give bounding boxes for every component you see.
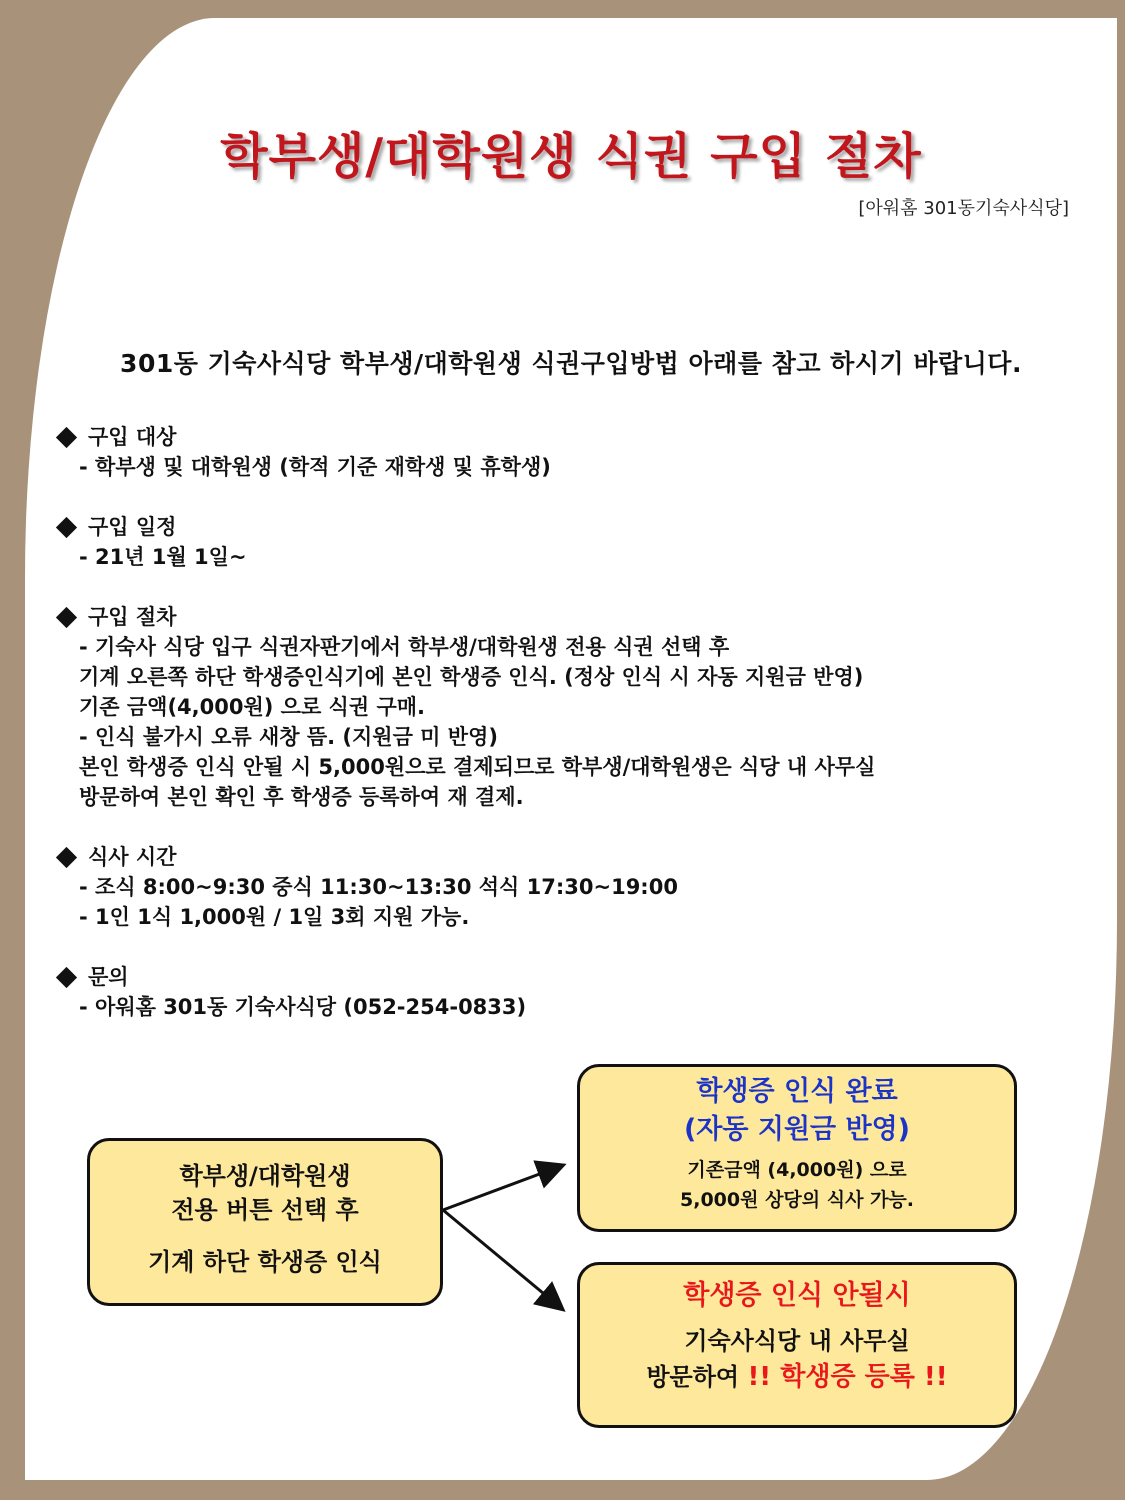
section-target <box>55 422 551 482</box>
flow-start-line1: 학부생/대학원생 <box>179 1162 351 1190</box>
flow-failure-box <box>577 1262 1017 1428</box>
section-heading: 구입 일정 <box>88 515 177 539</box>
section-line: - 학부생 및 대학원생 (학적 기준 재학생 및 휴학생) <box>79 455 551 479</box>
section-line: 기존 금액(4,000원) 으로 식권 구매. <box>79 695 425 719</box>
diamond-bullet-icon <box>56 966 77 987</box>
success-body-line2: 5,000원 상당의 식사 가능. <box>680 1189 914 1211</box>
section-heading: 구입 대상 <box>88 425 177 449</box>
intro-text: 301동 기숙사식당 학부생/대학원생 식권구입방법 아래를 참고 하시기 바랍니다. <box>120 349 1022 378</box>
section-heading: 식사 시간 <box>88 845 177 869</box>
section-line: - 1인 1식 1,000원 / 1일 3회 지원 가능. <box>79 905 470 929</box>
section-line: - 조식 8:00~9:30 중식 11:30~13:30 석식 17:30~19:00 <box>79 875 678 899</box>
section-line: - 아워홈 301동 기숙사식당 (052-254-0833) <box>79 995 527 1019</box>
section-procedure <box>55 602 875 812</box>
section-line: 기계 오른쪽 하단 학생증인식기에 본인 학생증 인식. (정상 인식 시 자동 지원금 반영) <box>79 665 864 689</box>
section-meal-times <box>55 842 678 932</box>
flow-start-line3: 기계 하단 학생증 인식 <box>148 1248 382 1276</box>
flow-success-box <box>577 1064 1017 1232</box>
arrow-to-success <box>443 1166 561 1210</box>
failure-body-highlight: !! 학생증 등록 !! <box>747 1362 948 1392</box>
section-line: - 21년 1월 1일~ <box>79 545 247 569</box>
flow-start-line2: 전용 버튼 선택 후 <box>171 1196 359 1224</box>
diamond-bullet-icon <box>56 426 77 447</box>
section-line: 본인 학생증 인식 안될 시 5,000원으로 결제되므로 학부생/대학원생은 식당 내 사무실 <box>79 755 876 779</box>
success-body-line1: 기존금액 (4,000원) 으로 <box>687 1159 907 1181</box>
arrow-to-failure <box>443 1210 561 1308</box>
failure-body-line1: 기숙사식당 내 사무실 <box>684 1327 910 1355</box>
flow-start-box <box>87 1138 443 1306</box>
subtitle: [아워홈 301동기숙사식당] <box>858 198 1069 219</box>
diamond-bullet-icon <box>56 516 77 537</box>
success-title-line2: (자동 지원금 반영) <box>683 1114 911 1145</box>
failure-body-line2 <box>580 1359 1014 1395</box>
section-schedule <box>55 512 247 572</box>
diamond-bullet-icon <box>56 606 77 627</box>
section-line: - 기숙사 식당 입구 식권자판기에서 학부생/대학원생 전용 식권 선택 후 <box>79 635 730 659</box>
failure-title: 학생증 인식 안될시 <box>683 1280 911 1311</box>
section-heading: 문의 <box>88 965 129 989</box>
section-line: - 인식 불가시 오류 새창 뜸. (지원금 미 반영) <box>79 725 498 749</box>
notice-sheet <box>25 18 1117 1480</box>
section-line: 방문하여 본인 확인 후 학생증 등록하여 재 결제. <box>79 785 524 809</box>
page-title: 학부생/대학원생 식권 구입 절차 <box>220 128 922 185</box>
success-title-line1: 학생증 인식 완료 <box>696 1076 898 1107</box>
diamond-bullet-icon <box>56 846 77 867</box>
section-heading: 구입 절차 <box>88 605 177 629</box>
section-contact <box>55 962 526 1022</box>
failure-body-prefix: 방문하여 <box>646 1363 748 1391</box>
